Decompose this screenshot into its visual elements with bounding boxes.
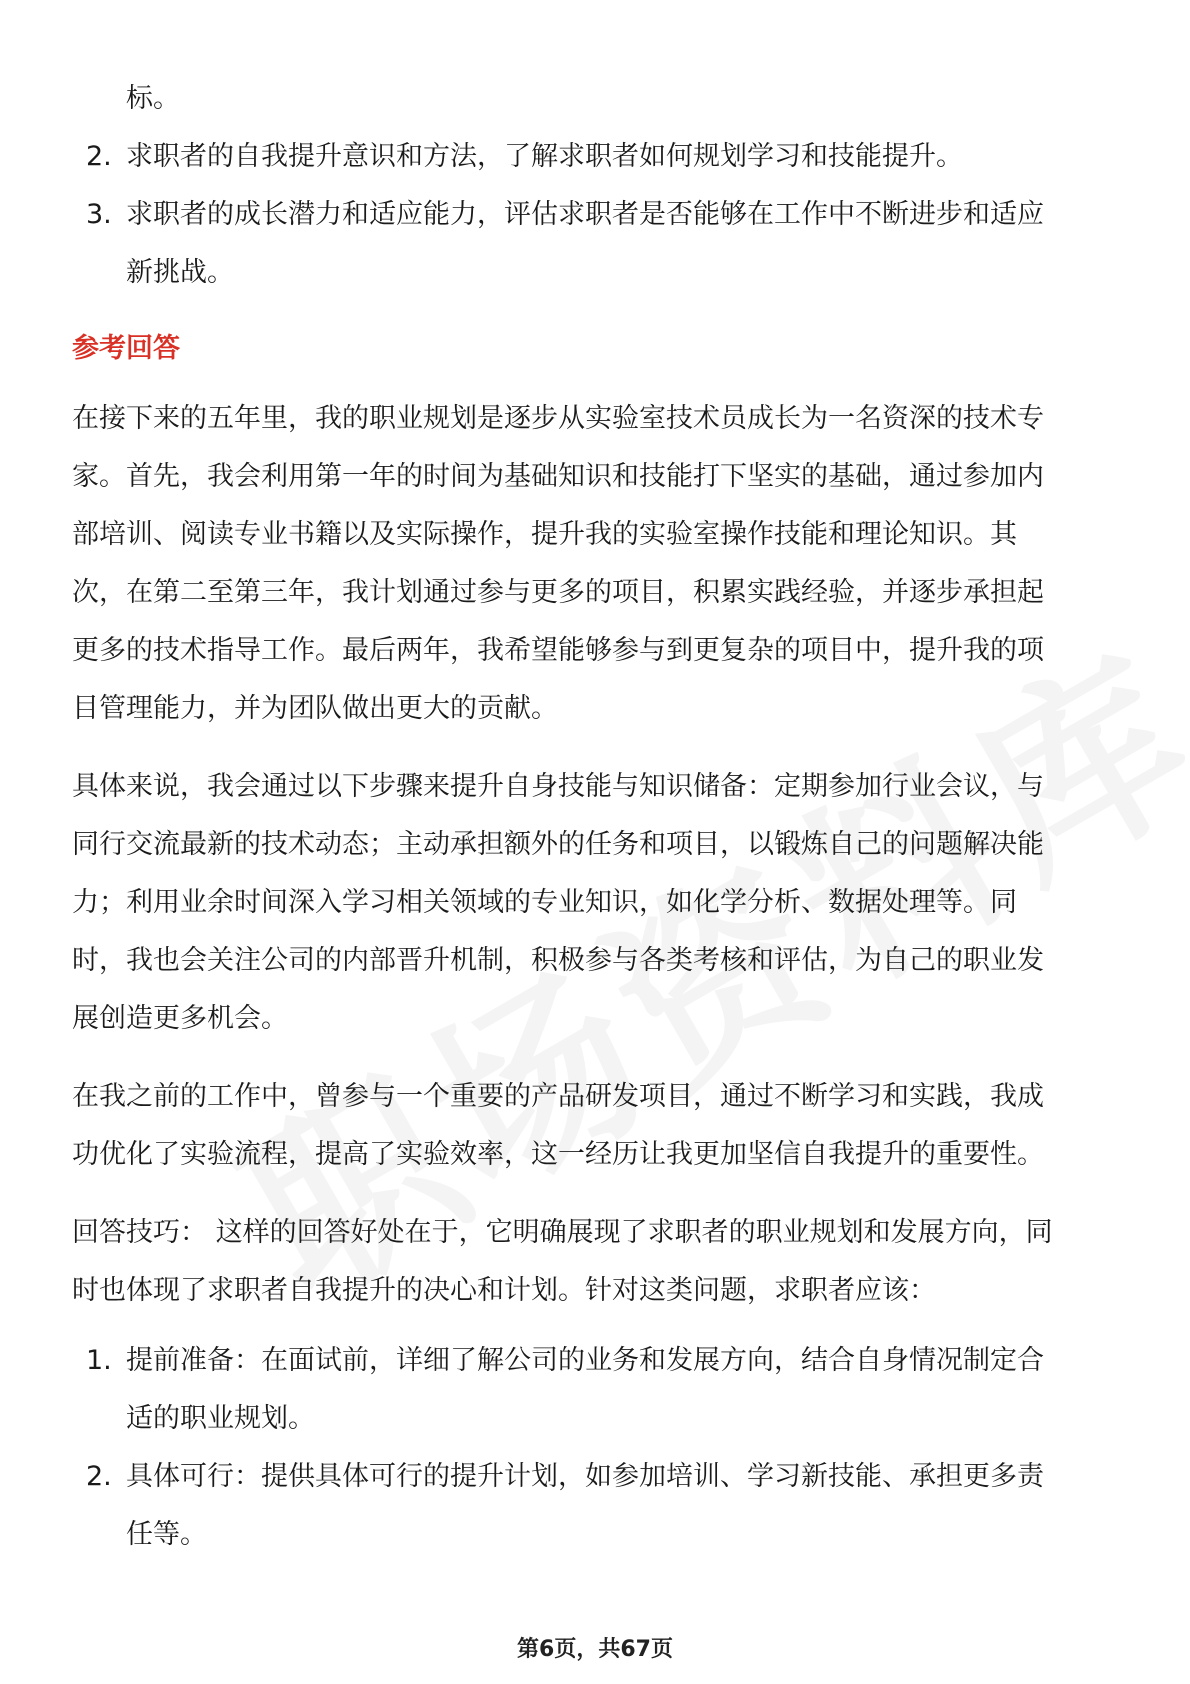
paragraph-line: 具体来说，我会通过以下步骤来提升自身技能与知识储备：定期参加行业会议，与	[72, 771, 1044, 802]
paragraph	[72, 1068, 1120, 1184]
paragraph-line: 目管理能力，并为团队做出更大的贡献。	[72, 693, 558, 724]
list-line: 具体可行：提供具体可行的提升计划，如参加培训、学习新技能、承担更多责	[126, 1461, 1044, 1492]
paragraph-line: 更多的技术指导工作。最后两年，我希望能够参与到更复杂的项目中，提升我的项	[72, 635, 1044, 666]
paragraph-line: 同行交流最新的技术动态；主动承担额外的任务和项目，以锻炼自己的问题解决能	[72, 829, 1044, 860]
list-line: 适的职业规划。	[126, 1403, 315, 1434]
paragraph-line: 次，在第二至第三年，我计划通过参与更多的项目，积累实践经验，并逐步承担起	[72, 577, 1044, 608]
paragraph-line: 在接下来的五年里，我的职业规划是逐步从实验室技术员成长为一名资深的技术专	[72, 403, 1044, 434]
list-number: 2.	[86, 1461, 112, 1492]
paragraph-line: 在我之前的工作中，曾参与一个重要的产品研发项目，通过不断学习和实践，我成	[72, 1081, 1044, 1112]
tips-list	[72, 1332, 1120, 1564]
page-footer: 第6页，共67页	[517, 1637, 673, 1662]
list-number: 2.	[86, 141, 112, 172]
list-item	[72, 128, 1120, 186]
paragraph	[72, 390, 1120, 738]
paragraph-line: 家。首先，我会利用第一年的时间为基础知识和技能打下坚实的基础，通过参加内	[72, 461, 1044, 492]
list-line: 求职者的自我提升意识和方法，了解求职者如何规划学习和技能提升。	[126, 141, 963, 172]
paragraph-line: 时也体现了求职者自我提升的决心和计划。针对这类问题，求职者应该：	[72, 1275, 936, 1306]
list-line: 任等。	[126, 1519, 207, 1550]
paragraph-line: 功优化了实验流程，提高了实验效率，这一经历让我更加坚信自我提升的重要性。	[72, 1139, 1044, 1170]
paragraph	[72, 758, 1120, 1048]
list-item	[72, 1332, 1120, 1448]
list-line: 提前准备：在面试前，详细了解公司的业务和发展方向，结合自身情况制定合	[126, 1345, 1044, 1376]
list-line: 求职者的成长潜力和适应能力，评估求职者是否能够在工作中不断进步和适应	[126, 199, 1044, 230]
list-line: 标。	[126, 83, 180, 114]
paragraph-line: 力；利用业余时间深入学习相关领域的专业知识，如化学分析、数据处理等。同	[72, 887, 1017, 918]
list-item	[72, 186, 1120, 302]
paragraph-line: 部培训、阅读专业书籍以及实际操作，提升我的实验室操作技能和理论知识。其	[72, 519, 1017, 550]
paragraph-line: 展创造更多机会。	[72, 1003, 288, 1034]
list-item	[72, 1448, 1120, 1564]
top-list	[72, 70, 1120, 302]
section-title: 参考回答	[72, 333, 180, 364]
list-number: 3.	[86, 199, 112, 230]
page-content	[72, 70, 1120, 1564]
paragraph-line: 时，我也会关注公司的内部晋升机制，积极参与各类考核和评估，为自己的职业发	[72, 945, 1044, 976]
paragraph	[72, 1204, 1120, 1320]
list-line: 新挑战。	[126, 257, 234, 288]
paragraph-line: 回答技巧： 这样的回答好处在于，它明确展现了求职者的职业规划和发展方向，同	[72, 1217, 1053, 1248]
list-item-continuation	[72, 70, 1120, 128]
list-number: 1.	[86, 1345, 112, 1376]
